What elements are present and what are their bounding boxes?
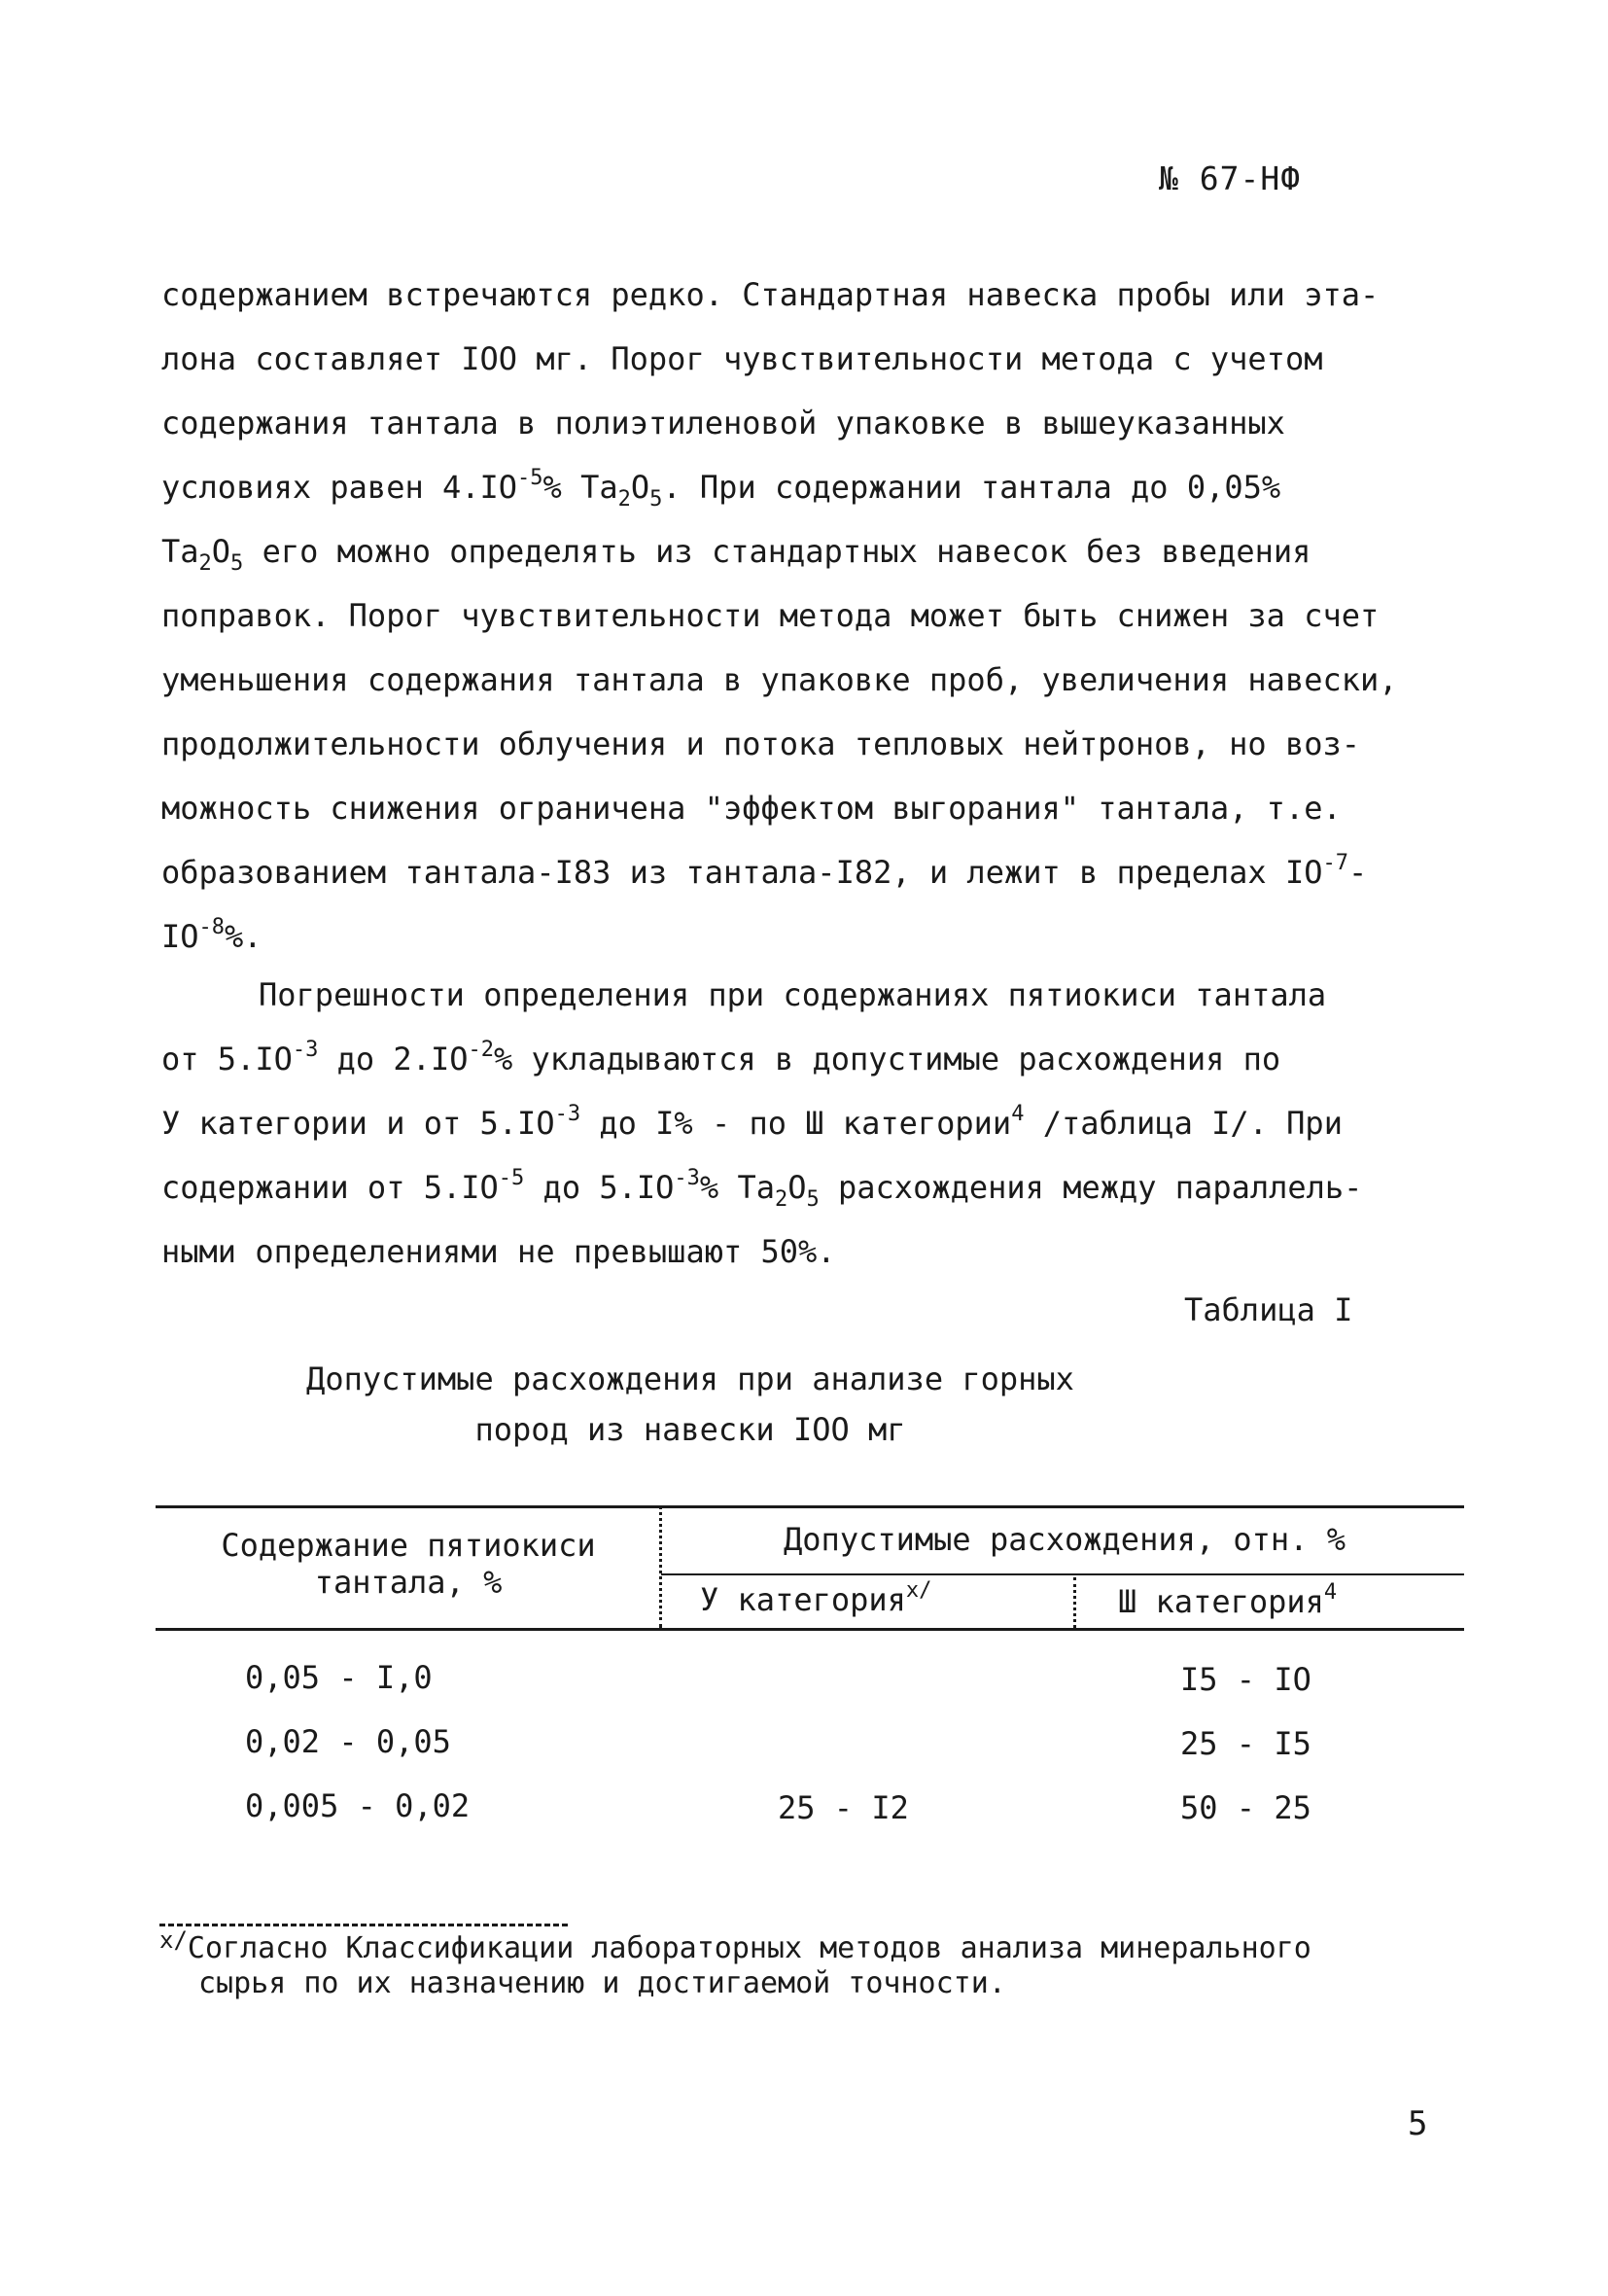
group-header: Допустимые расхождения, отн. % xyxy=(784,1521,1346,1558)
superscript: -2 xyxy=(468,1038,494,1062)
footnote xyxy=(159,1926,1482,2001)
text-line xyxy=(161,1091,1464,1155)
superscript: -5 xyxy=(517,466,543,490)
text-line: ными определениями не превышают 50%. xyxy=(161,1233,836,1270)
text: % Ta xyxy=(699,1169,775,1206)
column-separator xyxy=(1073,1577,1076,1628)
cell-content: 0,005 - 0,02 xyxy=(245,1787,471,1824)
text: /таблица I/. При xyxy=(1024,1105,1343,1142)
text-line xyxy=(161,904,1464,969)
text: O xyxy=(630,469,650,506)
superscript: -5 xyxy=(498,1166,525,1190)
text-line: уменьшения содержания тантала в упаковке проб, увеличения навески, xyxy=(161,661,1398,698)
cell-content: 0,02 - 0,05 xyxy=(245,1723,451,1760)
table-title-line: пород из навески IOO мг xyxy=(474,1411,906,1448)
text: Ta xyxy=(161,533,199,570)
footnote-mark: 4 xyxy=(1323,1580,1338,1605)
text: его можно определять из стандартных навесок без введения xyxy=(243,533,1311,570)
text-line xyxy=(161,1027,1464,1091)
col-category-3-header xyxy=(1118,1580,1338,1620)
superscript: 4 xyxy=(1011,1102,1025,1126)
subscript: 2 xyxy=(617,487,631,512)
cell-category-3: 25 - I5 xyxy=(1180,1725,1311,1762)
text-line: Погрешности определения при содержаниях пятиокиси тантала xyxy=(259,976,1327,1013)
text: O xyxy=(211,533,231,570)
col-category-5-header xyxy=(700,1578,932,1618)
text: O xyxy=(787,1169,807,1206)
superscript: -3 xyxy=(292,1038,319,1062)
text: - xyxy=(1347,854,1368,891)
text-line xyxy=(161,519,1464,583)
text-line: можность снижения ограничена "эффектом выгорания" тантала, т.е. xyxy=(161,790,1342,827)
footnote-mark: x/ xyxy=(159,1926,188,1954)
footnote-separator xyxy=(159,1924,568,1926)
discrepancy-table xyxy=(156,1505,1464,1875)
column-separator xyxy=(659,1505,662,1628)
text-line xyxy=(161,455,1464,519)
text: условиях равен 4.IO xyxy=(161,469,518,506)
text: от 5.IO xyxy=(161,1041,293,1077)
table-title xyxy=(292,1354,1089,1455)
text: % укладываются в допустимые расхождения по xyxy=(493,1041,1281,1077)
subscript: 5 xyxy=(649,487,663,512)
text: У категории и от 5.IO xyxy=(161,1105,555,1142)
text: IO xyxy=(161,918,199,955)
text: % Ta xyxy=(542,469,618,506)
footnote-mark: x/ xyxy=(905,1578,932,1603)
table-top-rule xyxy=(156,1505,1464,1508)
cell-category-3: I5 - IO xyxy=(1180,1661,1311,1698)
footnote-line: Согласно Классификации лабораторных методов анализа минерального xyxy=(187,1931,1311,1965)
cell-category-5: 25 - I2 xyxy=(778,1789,909,1826)
text: %. xyxy=(225,918,262,955)
cell-category-3: 50 - 25 xyxy=(1180,1789,1311,1826)
text-line: содержанием встречаются редко. Стандартная навеска пробы или эта- xyxy=(161,276,1380,313)
document-number: № 67-НФ xyxy=(1159,159,1302,197)
text: образованием тантала-I83 из тантала-I82, и лежит в пределах IO xyxy=(161,854,1323,891)
text: до 2.IO xyxy=(318,1041,469,1077)
superscript: -7 xyxy=(1322,851,1348,875)
group-header-rule xyxy=(661,1573,1464,1575)
footnote-line: сырья по их назначению и достигаемой точности. xyxy=(198,1966,1006,2000)
header-line: Содержание пятиокиси xyxy=(221,1527,596,1564)
text-line xyxy=(161,1155,1464,1219)
text: до I% - по Ш категории xyxy=(580,1105,1012,1142)
header-bottom-rule xyxy=(156,1628,1464,1631)
header-line: тантала, % xyxy=(314,1564,503,1601)
superscript: -8 xyxy=(198,915,226,939)
paragraph-1 xyxy=(161,263,1464,969)
subscript: 5 xyxy=(230,551,244,576)
table-title-line: Допустимые расхождения при анализе горных xyxy=(306,1360,1074,1397)
header-text: У категория xyxy=(700,1581,906,1618)
text-line xyxy=(161,840,1464,904)
header-text: Ш категория xyxy=(1118,1583,1324,1620)
subscript: 2 xyxy=(198,551,212,576)
cell-content: 0,05 - I,0 xyxy=(245,1659,433,1696)
text: расхождения между параллель- xyxy=(819,1169,1363,1206)
table-label: Таблица I xyxy=(1184,1291,1353,1328)
text-line: поправок. Порог чувствительности метода может быть снижен за счет xyxy=(161,597,1380,634)
text: . При содержании тантала до 0,05% xyxy=(662,469,1281,506)
text-line: содержания тантала в полиэтиленовой упаковке в вышеуказанных xyxy=(161,405,1285,442)
paragraph-2 xyxy=(161,963,1464,1284)
superscript: -3 xyxy=(674,1166,700,1190)
col-content-header xyxy=(175,1527,642,1601)
subscript: 2 xyxy=(774,1187,788,1212)
page-number: 5 xyxy=(1408,2104,1428,2143)
text: содержании от 5.IO xyxy=(161,1169,499,1206)
text-line: продолжительности облучения и потока тепловых нейтронов, но воз- xyxy=(161,725,1360,762)
subscript: 5 xyxy=(806,1187,820,1212)
text-line: лона составляет IOO мг. Порог чувствительности метода с учетом xyxy=(161,340,1323,377)
superscript: -3 xyxy=(554,1102,581,1126)
text: до 5.IO xyxy=(524,1169,675,1206)
